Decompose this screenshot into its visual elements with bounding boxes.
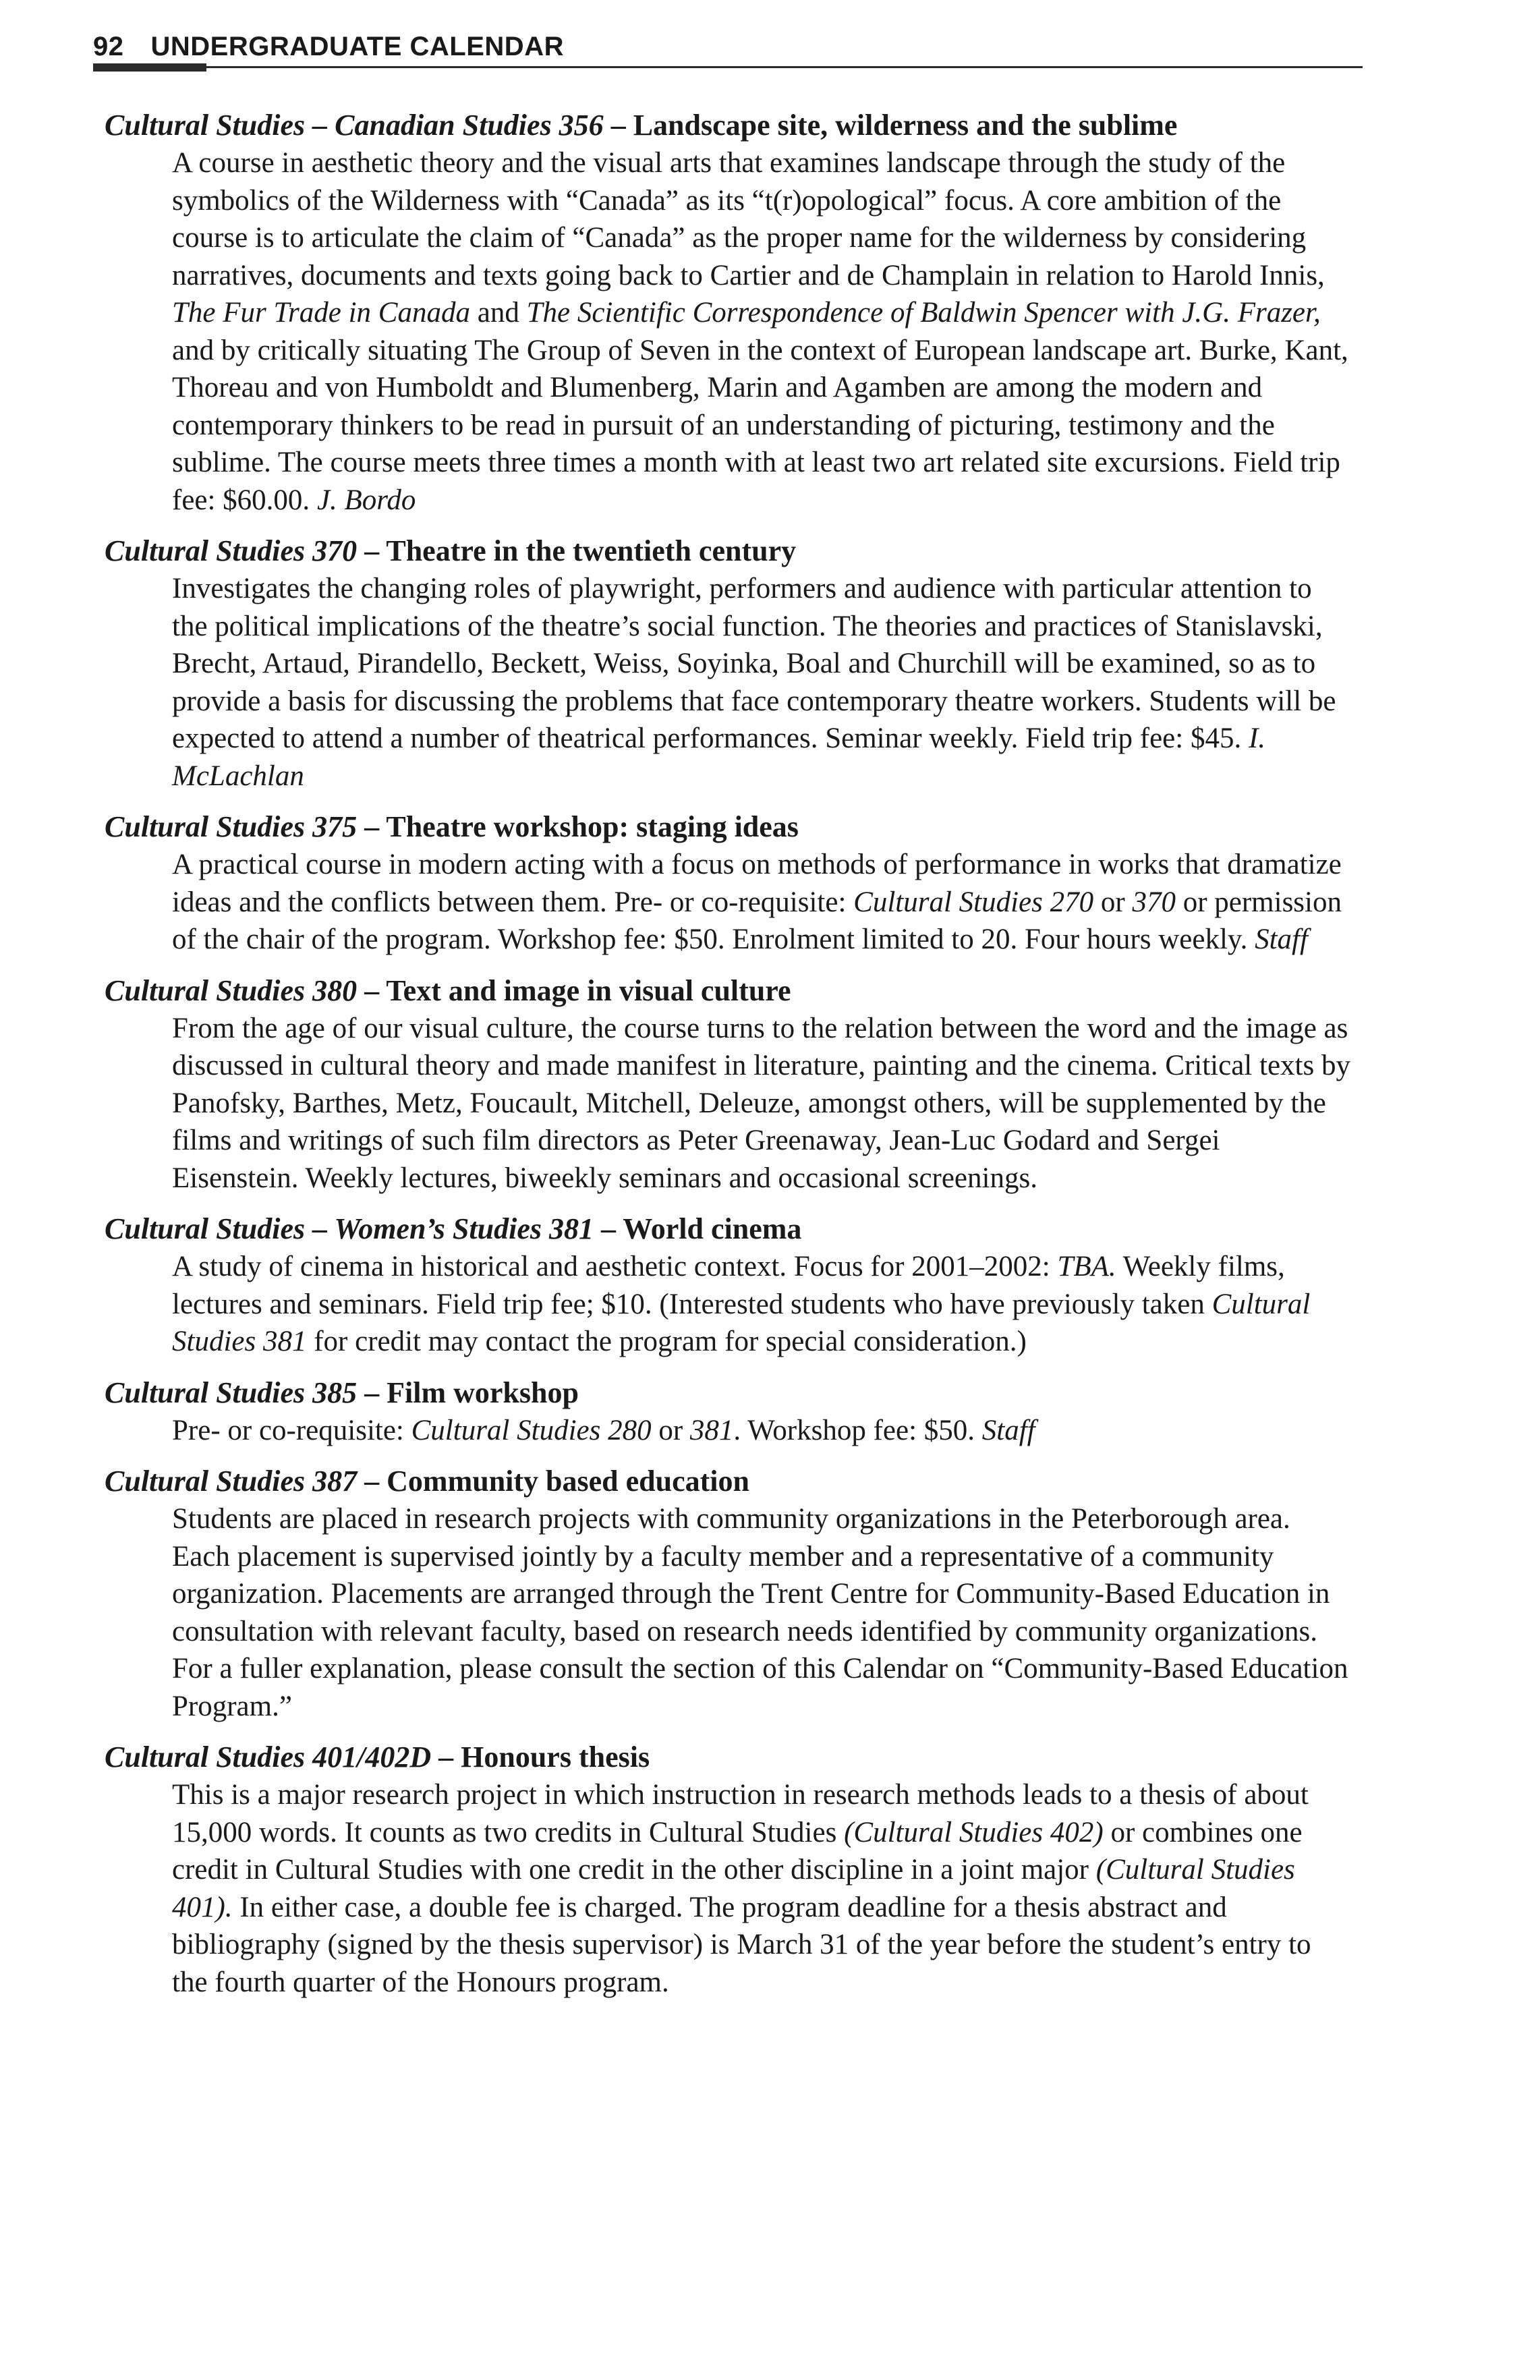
description-segment: and [470, 297, 527, 329]
description-segment: or [1093, 886, 1133, 918]
heading-separator: – [431, 1740, 461, 1774]
description-italic-segment: Cultural Studies 270 [853, 886, 1094, 918]
course-code: Cultural Studies 385 [105, 1376, 358, 1409]
course-entry [105, 1463, 1352, 1725]
description-segment: In either case, a double fee is charged. The program deadline for a thesis abstract and bibliography (signed by the thesis supervisor) is March 31 of the year before the student’s entry to the fourth quarter of the Honours program. [172, 1891, 1311, 1998]
course-code: Cultural Studies – Women’s Studies 381 [105, 1212, 594, 1245]
course-code: Cultural Studies 380 [105, 973, 358, 1007]
course-heading [105, 808, 1352, 846]
page-number: 92 [93, 32, 124, 61]
course-title: Text and image in visual culture [386, 973, 791, 1007]
course-heading [105, 972, 1352, 1010]
heading-separator: – [603, 109, 633, 142]
course-code: Cultural Studies – Canadian Studies 356 [105, 109, 604, 142]
course-title: Theatre in the twentieth century [386, 534, 797, 567]
course-entry [105, 1738, 1352, 2001]
course-list [105, 107, 1352, 2014]
description-segment: for credit may contact the program for special consideration.) [306, 1326, 1027, 1357]
course-description [105, 1010, 1352, 1197]
heading-separator: – [357, 973, 387, 1007]
description-italic-segment: 381 [689, 1414, 734, 1446]
description-italic-segment: (Cultural Studies 401). [172, 1854, 1295, 1923]
course-title: Theatre workshop: staging ideas [386, 810, 799, 843]
description-segment: and by critically situating The Group of Seven in the context of European landscape art. Burke, Kant, Thoreau and von Humboldt and Blumenberg, Marin and Agamben are among the modern and contemporary thinkers to be read in pursuit of an understanding of picturing, testimony and the sublime. The course meets three times a month with at least two art related site excursions. Field trip fee: $60.00. [172, 334, 1348, 516]
description-segment: Students are placed in research projects with community organizations in the Peterborough area. Each placement is supervised jointly by a faculty member and a representative of a community organization. Placements are arranged through the Trent Centre for Community-Based Education in consultation with relevant faculty, based on research needs identified by community organizations. For a fuller explanation, please consult the section of this Calendar on “Community-Based Education Program.” [172, 1503, 1348, 1722]
course-code: Cultural Studies 370 [105, 534, 358, 567]
course-entry [105, 1210, 1352, 1361]
course-title: Honours thesis [461, 1740, 650, 1774]
description-segment: A practical course in modern acting with a focus on methods of performance in works that dramatize ideas and the conflicts between them. Pre- or co-requisite: [172, 849, 1342, 918]
description-segment: or [651, 1414, 690, 1446]
course-description [105, 1412, 1352, 1450]
course-entry [105, 532, 1352, 795]
running-title: UNDERGRADUATE CALENDAR [150, 32, 564, 61]
description-segment: Pre- or co-requisite: [172, 1414, 411, 1446]
heading-separator: – [357, 810, 387, 843]
description-segment: Weekly films, lectures and seminars. Field trip fee; $10. (Interested students who have previously taken [172, 1251, 1285, 1320]
course-description [105, 144, 1352, 519]
description-italic-segment: TBA. [1057, 1251, 1116, 1282]
course-description [105, 846, 1352, 959]
description-segment: or permission of the chair of the program. Workshop fee: $50. Enrolment limited to 20. Four hours weekly. [172, 886, 1342, 955]
course-description [105, 1500, 1352, 1725]
course-heading [105, 1738, 1352, 1776]
description-italic-segment: The Fur Trade in Canada [172, 297, 470, 329]
description-segment: Investigates the changing roles of playwright, performers and audience with particular attention to the political implications of the theatre’s social function. The theories and practices of Stanislavski, Brecht, Artaud, Pirandello, Beckett, Weiss, Soyinka, Boal and Churchill will be examined, so as to provide a basis for discussing the problems that face contemporary theatre workers. Students will be expected to attend a number of theatrical performances. Seminar weekly. Field trip fee: $45. [172, 573, 1336, 754]
course-description [105, 570, 1352, 795]
heading-separator: – [593, 1212, 623, 1245]
course-code: Cultural Studies 387 [105, 1465, 358, 1498]
course-description [105, 1248, 1352, 1361]
course-heading [105, 1210, 1352, 1248]
description-italic-segment: Cultural Studies 381 [172, 1288, 1311, 1357]
course-heading [105, 107, 1352, 144]
header-rule [93, 66, 1363, 68]
course-heading [105, 1463, 1352, 1500]
course-code: Cultural Studies 375 [105, 810, 358, 843]
header-rule-accent [93, 63, 206, 72]
heading-separator: – [357, 534, 387, 567]
description-segment: This is a major research project in which instruction in research methods leads to a thesis of about 15,000 words. It counts as two credits in Cultural Studies [172, 1779, 1309, 1848]
description-italic-segment: J. Bordo [316, 484, 416, 516]
heading-separator: – [357, 1465, 387, 1498]
description-segment: A study of cinema in historical and aesthetic context. Focus for 2001–2002: [172, 1251, 1058, 1282]
course-description [105, 1776, 1352, 2001]
description-segment: From the age of our visual culture, the course turns to the relation between the word and the image as discussed in cultural theory and made manifest in literature, painting and the cinema. Critical texts by Panofsky, Barthes, Metz, Foucault, Mitchell, Deleuze, amongst others, will be supplemented by the films and writings of such film directors as Peter Greenaway, Jean-Luc Godard and Sergei Eisenstein. Weekly lectures, biweekly seminars and occasional screenings. [172, 1012, 1350, 1194]
description-segment: or combines one credit in Cultural Studies with one credit in the other discipline in a joint major [172, 1816, 1303, 1886]
course-entry [105, 1374, 1352, 1450]
description-italic-segment: 370 [1132, 886, 1176, 918]
description-italic-segment: Cultural Studies 280 [411, 1414, 652, 1446]
course-title: Community based education [387, 1465, 749, 1498]
description-italic-segment: (Cultural Studies 402) [844, 1816, 1104, 1848]
course-entry [105, 808, 1352, 959]
course-title: World cinema [623, 1212, 802, 1245]
running-header [93, 15, 1361, 62]
description-italic-segment: I. McLachlan [172, 722, 1266, 792]
course-entry [105, 972, 1352, 1197]
description-segment: . Workshop fee: $50. [733, 1414, 982, 1446]
course-heading [105, 532, 1352, 570]
course-title: Landscape site, wilderness and the sublime [633, 109, 1178, 142]
heading-separator: – [357, 1376, 387, 1409]
course-code: Cultural Studies 401/402D [105, 1740, 432, 1774]
course-title: Film workshop [387, 1376, 579, 1409]
course-entry [105, 107, 1352, 519]
description-segment: A course in aesthetic theory and the visual arts that examines landscape through the study of the symbolics of the Wilderness with “Canada” as its “t(r)opological” focus. A core ambition of the course is to articulate the claim of “Canada” as the proper name for the wilderness by considering narratives, documents and texts going back to Cartier and de Champlain in relation to Harold Innis, [172, 147, 1325, 291]
description-italic-segment: Staff [1255, 924, 1308, 955]
description-italic-segment: Staff [981, 1414, 1035, 1446]
course-heading [105, 1374, 1352, 1412]
description-italic-segment: The Scientific Correspondence of Baldwin Spencer with J.G. Frazer, [526, 297, 1321, 329]
